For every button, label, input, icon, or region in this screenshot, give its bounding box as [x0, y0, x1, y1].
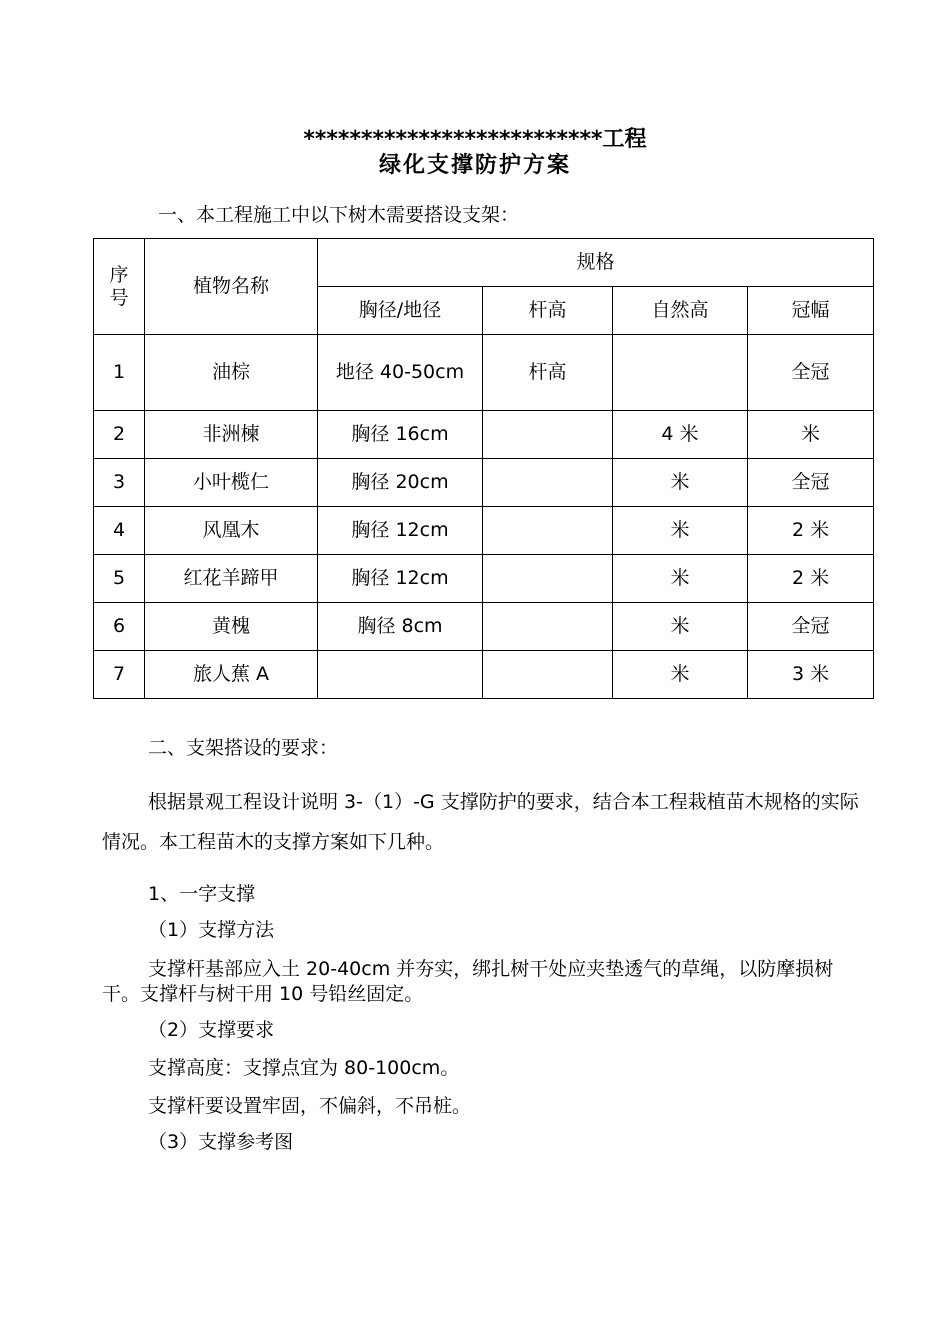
sub-1-heading: （1）支撑方法	[148, 919, 275, 941]
section-2-intro: 根据景观工程设计说明 3-（1）-G 支撑防护的要求，结合本工程栽植苗木规格的实际情况。本工程苗木的支撑方案如下几种。	[102, 791, 859, 853]
header-seq	[94, 239, 145, 335]
requirement-firmness: 支撑杆要设置牢固，不偏斜，不吊桩。	[148, 1095, 472, 1117]
cell-crown: 2 米	[748, 507, 874, 555]
cell-name: 小叶榄仁	[145, 459, 318, 507]
item-1-heading: 1、一字支撑	[148, 883, 256, 905]
cell-name: 非洲楝	[145, 411, 318, 459]
cell-pole-height: 杆高	[483, 335, 613, 411]
cell-crown: 全冠	[748, 603, 874, 651]
header-seq-text: 序号	[109, 263, 129, 309]
cell-crown: 全冠	[748, 459, 874, 507]
sub-3-heading: （3）支撑参考图	[148, 1131, 294, 1153]
cell-crown: 米	[748, 411, 874, 459]
cell-diameter	[318, 651, 483, 699]
cell-diameter: 地径 40-50cm	[318, 335, 483, 411]
cell-seq: 4	[94, 507, 145, 555]
cell-seq: 6	[94, 603, 145, 651]
cell-natural-height: 米	[613, 651, 748, 699]
cell-natural-height: 米	[613, 603, 748, 651]
requirement-height: 支撑高度：支撑点宜为 80-100cm。	[148, 1057, 460, 1079]
sub-2-heading: （2）支撑要求	[148, 1019, 275, 1041]
table-row	[94, 507, 874, 555]
cell-pole-height	[483, 411, 613, 459]
cell-seq: 7	[94, 651, 145, 699]
header-plant-name: 植物名称	[145, 239, 318, 335]
header-spec: 规格	[318, 239, 874, 287]
cell-pole-height	[483, 603, 613, 651]
cell-diameter: 胸径 16cm	[318, 411, 483, 459]
cell-crown: 全冠	[748, 335, 874, 411]
table-row	[94, 603, 874, 651]
cell-seq: 2	[94, 411, 145, 459]
document-title: 绿化支撑防护方案	[378, 153, 571, 178]
header-pole-height: 杆高	[483, 287, 613, 335]
cell-diameter: 胸径 12cm	[318, 507, 483, 555]
cell-diameter: 胸径 12cm	[318, 555, 483, 603]
table-row	[94, 411, 874, 459]
table-row	[94, 651, 874, 699]
table-row	[94, 335, 874, 411]
cell-seq: 3	[94, 459, 145, 507]
table-row	[94, 555, 874, 603]
cell-diameter: 胸径 8cm	[318, 603, 483, 651]
cell-name: 油棕	[145, 335, 318, 411]
cell-natural-height: 米	[613, 459, 748, 507]
cell-natural-height	[613, 335, 748, 411]
cell-seq: 5	[94, 555, 145, 603]
cell-crown: 3 米	[748, 651, 874, 699]
cell-name: 红花羊蹄甲	[145, 555, 318, 603]
cell-seq: 1	[94, 335, 145, 411]
cell-pole-height	[483, 507, 613, 555]
cell-name: 黄槐	[145, 603, 318, 651]
cell-name: 风凰木	[145, 507, 318, 555]
method-paragraph: 支撑杆基部应入土 20-40cm 并夯实，绑扎树干处应夹垫透气的草绳，以防摩损树干。支撑杆与树干用 10 号铅丝固定。	[102, 958, 834, 1005]
tree-spec-table	[93, 238, 874, 699]
section-1-heading: 一、本工程施工中以下树木需要搭设支架：	[158, 204, 520, 226]
header-natural-height: 自然高	[613, 287, 748, 335]
header-crown: 冠幅	[748, 287, 874, 335]
cell-natural-height: 4 米	[613, 411, 748, 459]
table-row	[94, 459, 874, 507]
cell-natural-height: 米	[613, 555, 748, 603]
section-2-heading: 二、支架搭设的要求：	[148, 737, 339, 759]
cell-crown: 2 米	[748, 555, 874, 603]
cell-natural-height: 米	[613, 507, 748, 555]
header-diameter: 胸径/地径	[318, 287, 483, 335]
cell-name: 旅人蕉 A	[145, 651, 318, 699]
cell-pole-height	[483, 651, 613, 699]
cell-pole-height	[483, 555, 613, 603]
document-title-project: **************************工程	[303, 127, 647, 152]
cell-diameter: 胸径 20cm	[318, 459, 483, 507]
cell-pole-height	[483, 459, 613, 507]
